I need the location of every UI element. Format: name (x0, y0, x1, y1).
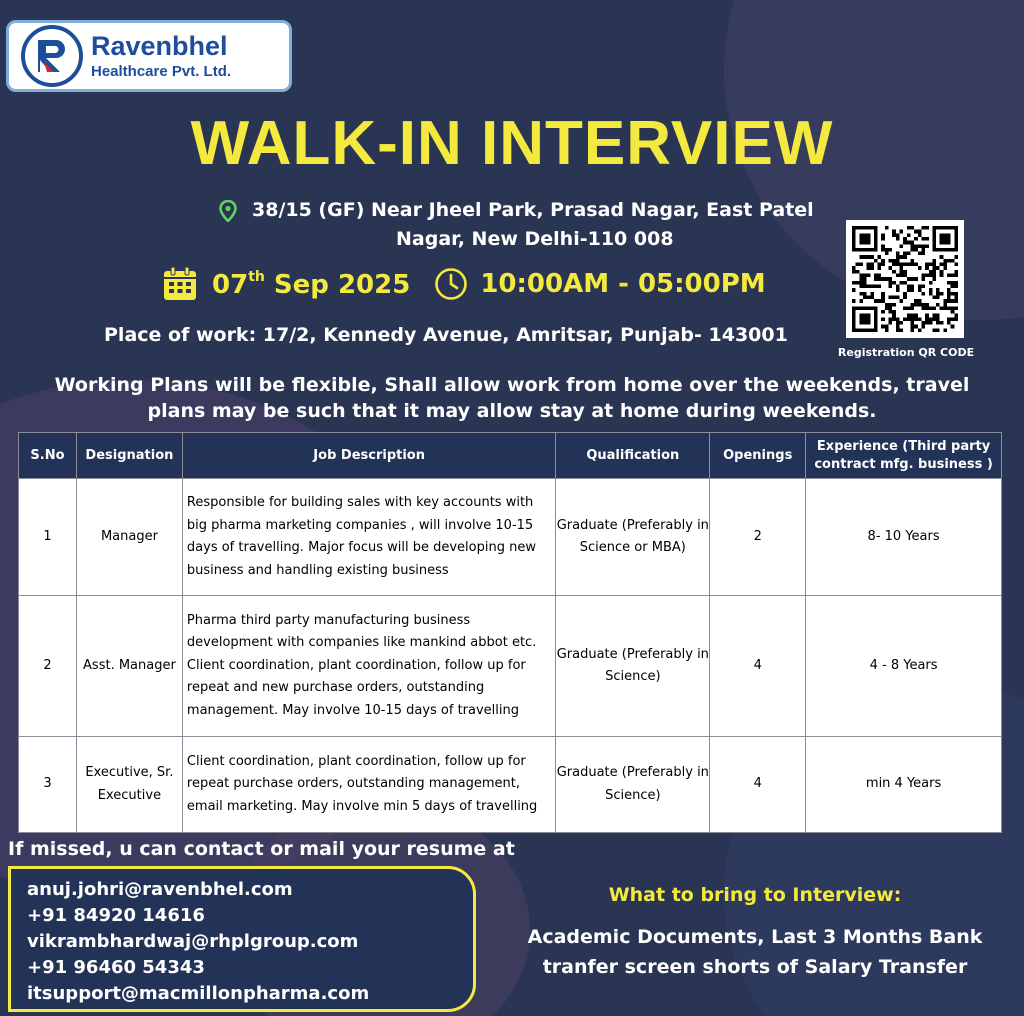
qr-caption: Registration QR CODE (837, 346, 975, 359)
cell-experience: min 4 Years (806, 737, 1002, 833)
what-to-bring (510, 884, 1000, 982)
address-line-2: Nagar, New Delhi-110 008 (396, 228, 674, 250)
cell-experience: 4 - 8 Years (806, 596, 1002, 737)
table-row (19, 596, 1002, 737)
contact-phone[interactable]: +91 96460 54343 (27, 957, 205, 978)
cell-designation: Executive, Sr. Executive (76, 737, 182, 833)
cell-openings: 2 (710, 479, 806, 596)
cell-openings: 4 (710, 737, 806, 833)
place-of-work: Place of work: 17/2, Kennedy Avenue, Amritsar, Punjab- 143001 (104, 324, 788, 346)
header-experience: Experience (Third party contract mfg. business ) (806, 433, 1002, 479)
qr-code-icon (852, 226, 958, 332)
logo-name: Ravenbhel (91, 31, 228, 61)
interview-datetime (162, 264, 766, 304)
cell-description: Responsible for building sales with key accounts with big pharma marketing companies , will involve 10-15 days of travelling. Major focus will be developing new business and handling existing business (182, 479, 555, 596)
what-to-bring-title: What to bring to Interview: (608, 884, 902, 906)
calendar-icon (162, 266, 198, 302)
registration-qr-code[interactable] (846, 220, 964, 338)
cell-sno: 2 (19, 596, 77, 737)
contact-email[interactable]: anuj.johri@ravenbhel.com (27, 879, 293, 900)
cell-designation: Asst. Manager (76, 596, 182, 737)
cell-designation: Manager (76, 479, 182, 596)
table-row (19, 479, 1002, 596)
cell-qualification: Graduate (Preferably in Science) (556, 737, 710, 833)
table-row (19, 737, 1002, 833)
cell-qualification: Graduate (Preferably in Science or MBA) (556, 479, 710, 596)
company-logo (6, 20, 292, 92)
cell-openings: 4 (710, 596, 806, 737)
interview-date: 07th Sep 2025 (212, 268, 411, 300)
cell-sno: 3 (19, 737, 77, 833)
job-openings-table (18, 432, 1002, 833)
interview-address (218, 196, 838, 254)
cell-experience: 8- 10 Years (806, 479, 1002, 596)
address-line-1: 38/15 (GF) Near Jheel Park, Prasad Nagar, East Patel (252, 199, 814, 221)
header-designation: Designation (76, 433, 182, 479)
contact-email[interactable]: itsupport@macmillonpharma.com (27, 983, 370, 1004)
interview-time: 10:00AM - 05:00PM (480, 269, 766, 299)
missed-contact-note: If missed, u can contact or mail your resume at (8, 838, 515, 860)
what-to-bring-text: Academic Documents, Last 3 Months Bank tranfer screen shorts of Salary Transfer (527, 926, 983, 978)
contact-box (8, 866, 476, 1012)
working-plans-note: Working Plans will be flexible, Shall allow work from home over the weekends, travel plans may be such that it may allow stay at home during weekends. (54, 374, 970, 422)
cell-qualification: Graduate (Preferably in Science) (556, 596, 710, 737)
cell-description: Pharma third party manufacturing business development with companies like mankind abbot etc. Client coordination, plant coordination, follow up for repeat and new purchase orders, outstanding management. May involve 10-15 days of travelling (182, 596, 555, 737)
header-sno: S.No (19, 433, 77, 479)
location-pin-icon (218, 200, 238, 222)
table-header-row (19, 433, 1002, 479)
logo-subtitle: Healthcare Pvt. Ltd. (91, 63, 232, 80)
clock-icon (434, 267, 468, 301)
logo-emblem-icon (21, 25, 83, 87)
header-openings: Openings (710, 433, 806, 479)
cell-sno: 1 (19, 479, 77, 596)
contact-phone[interactable]: +91 84920 14616 (27, 905, 205, 926)
header-qualification: Qualification (556, 433, 710, 479)
page-title: WALK-IN INTERVIEW (190, 109, 834, 178)
cell-description: Client coordination, plant coordination, follow up for repeat purchase orders, outstanding management, email marketing. May involve min 5 days of travelling (182, 737, 555, 833)
contact-email[interactable]: vikrambhardwaj@rhplgroup.com (27, 931, 359, 952)
header-description: Job Description (182, 433, 555, 479)
